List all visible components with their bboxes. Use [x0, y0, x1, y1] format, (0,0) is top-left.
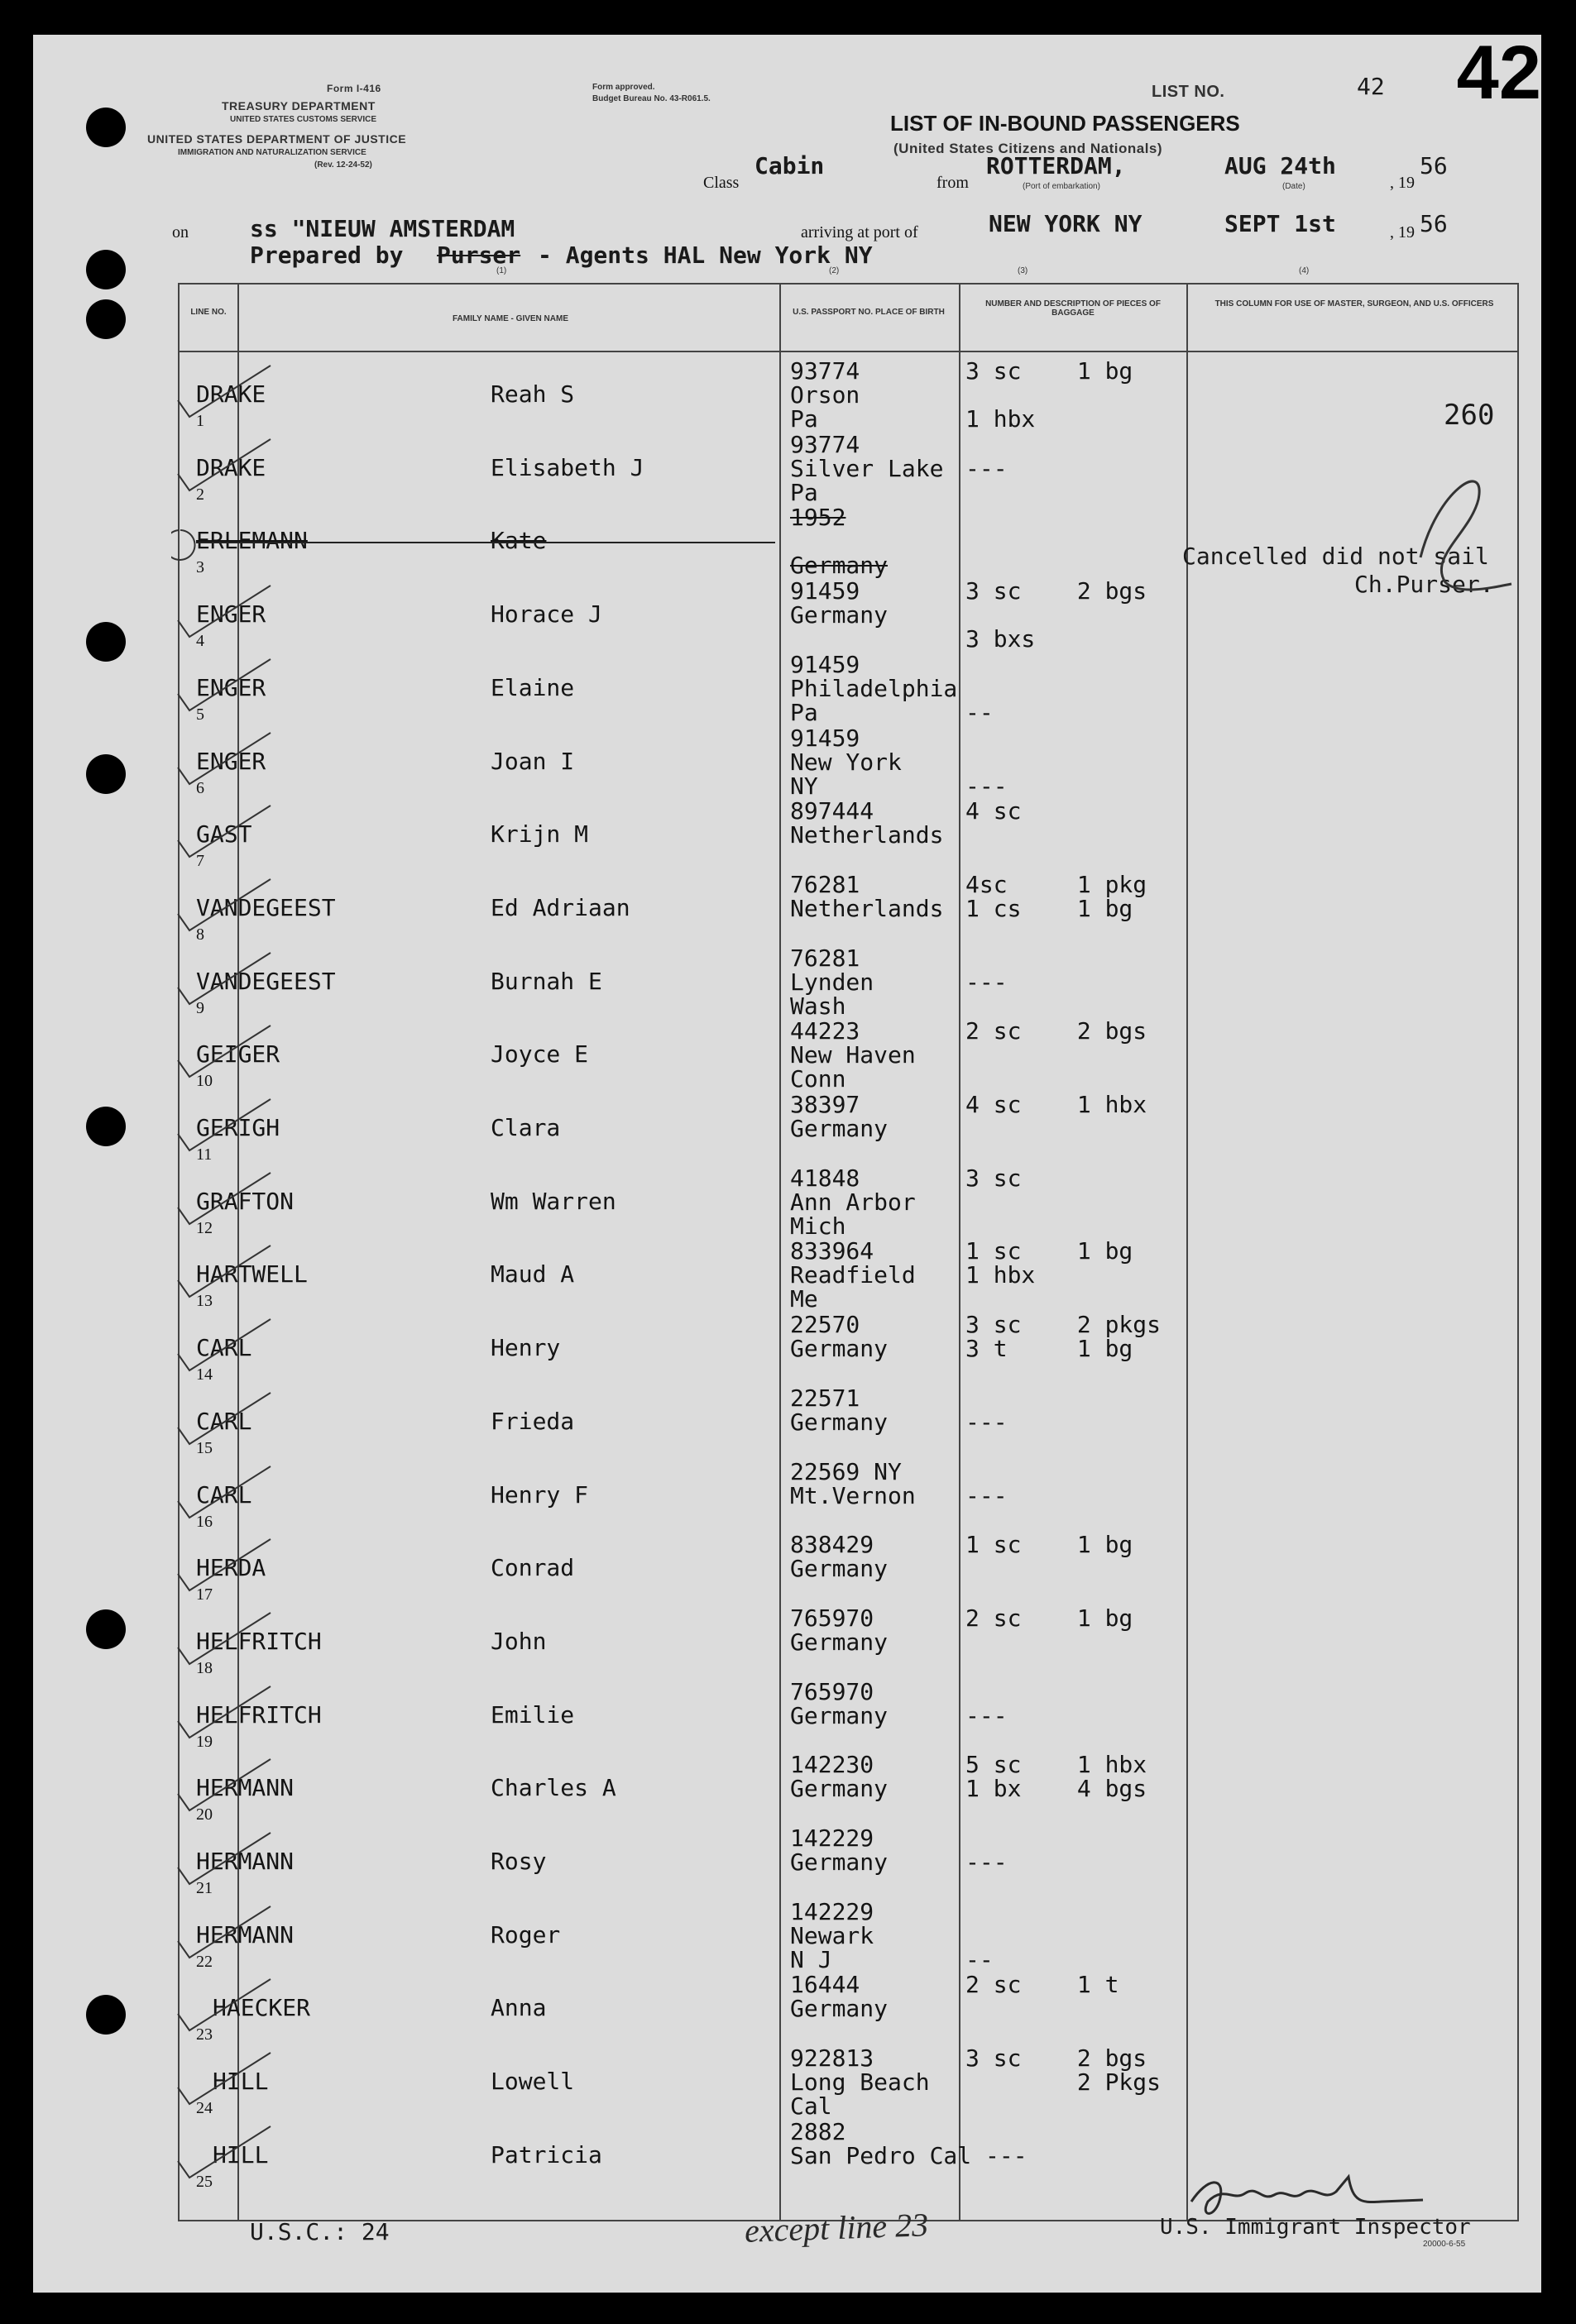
given-name: Burnah E: [491, 967, 602, 995]
passport-line: 91459: [790, 650, 860, 678]
check-mark: [171, 1231, 304, 1313]
baggage-line: 2 sc 2 bgs: [965, 1017, 1147, 1045]
given-name: Elaine: [491, 673, 575, 701]
baggage-line: 2 Pkgs: [965, 2068, 1162, 2097]
family-name: HELFRITCH: [196, 1627, 322, 1655]
passport-line: 142229: [790, 1824, 874, 1852]
given-name: Anna: [491, 1994, 547, 2022]
given-name: Rosy: [491, 1848, 547, 1875]
line-number: 14: [196, 1365, 213, 1384]
family-name: DRAKE: [196, 453, 266, 481]
check-mark: [171, 864, 304, 947]
punch-hole: [86, 1107, 126, 1146]
passport-line: Germany: [790, 1701, 889, 1729]
family-name: ENGER: [196, 747, 266, 775]
family-name: ERLEMANN: [196, 527, 308, 555]
line-number: 5: [196, 705, 204, 724]
check-mark: [171, 1084, 304, 1167]
line-number: 6: [196, 778, 204, 797]
check-mark: [171, 1671, 304, 1754]
passport-line: 142229: [790, 1897, 874, 1925]
punch-hole: [86, 1995, 126, 2035]
passport-line: 38397: [790, 1091, 860, 1118]
check-mark: [171, 1964, 304, 2047]
column-header-line-no: LINE NO.: [190, 308, 227, 317]
passport-line: 22570: [790, 1311, 860, 1339]
check-mark: [171, 1011, 304, 1093]
column-header-officers: THIS COLUMN FOR USE OF MASTER, SURGEON, AND U.S. OFFICERS: [1214, 299, 1494, 308]
baggage-line: --: [965, 698, 994, 726]
passport-line: Cal: [790, 2092, 832, 2121]
baggage-line: 1 sc 1 bg: [965, 1531, 1133, 1559]
passport-line: Long Beach: [790, 2068, 930, 2097]
table-row: [180, 359, 1517, 432]
passport-line: NY: [790, 772, 818, 800]
line-number: 2: [196, 485, 204, 504]
baggage-line: ---: [965, 772, 1008, 800]
given-name: Henry: [491, 1334, 561, 1362]
passport-line: Germany: [790, 1848, 889, 1876]
passport-line: Netherlands: [790, 894, 944, 922]
family-name: HILL: [213, 2068, 269, 2096]
table-row: [180, 870, 1517, 945]
baggage-line: 4 sc 1 hbx: [965, 1091, 1147, 1118]
passport-line: Mt.Vernon: [790, 1481, 916, 1509]
check-mark: [171, 424, 304, 507]
line-number: 22: [196, 1952, 213, 1971]
passport-line: Orson: [790, 381, 860, 409]
check-mark: [171, 1158, 304, 1241]
family-name: HERMANN: [196, 1920, 295, 1949]
check-mark: [171, 497, 304, 580]
line-number: 15: [196, 1438, 213, 1457]
year-label: , 19: [1390, 174, 1415, 192]
family-name: VANDEGEEST: [196, 893, 336, 921]
table-row: [180, 799, 1517, 872]
given-name: Krijn M: [491, 820, 589, 849]
line-number: 16: [196, 1512, 213, 1531]
column-number: (2): [829, 266, 840, 275]
passport-line: Germany: [790, 552, 889, 580]
embarkation-port: ROTTERDAM,: [986, 152, 1126, 179]
table-row: [180, 650, 1517, 726]
table-row: [180, 1973, 1517, 2045]
passport-line: Lynden: [790, 968, 874, 996]
family-name: HERMANN: [196, 1774, 295, 1802]
department-of-justice: UNITED STATES DEPARTMENT OF JUSTICE: [147, 132, 407, 146]
family-name: HELFRITCH: [196, 1700, 322, 1729]
given-name: Ed Adriaan: [491, 893, 630, 921]
baggage-line: --: [965, 1945, 994, 1973]
column-number: (1): [496, 266, 507, 275]
given-name: Reah S: [491, 380, 575, 408]
punch-hole: [86, 622, 126, 662]
arriving-label: arriving at port of: [801, 223, 918, 241]
given-name: Joan I: [491, 747, 575, 775]
passport-line: Pa: [790, 405, 818, 433]
passport-line: 838429: [790, 1531, 874, 1559]
form-print-code: 20000-6-55: [1423, 2240, 1466, 2249]
line-number: 13: [196, 1292, 213, 1311]
family-name: VANDEGEEST: [196, 967, 336, 995]
passport-line: 922813: [790, 2044, 874, 2073]
list-subtitle: (United States Citizens and Nationals): [893, 141, 1163, 156]
check-mark: [171, 1451, 304, 1534]
column-number: (3): [1018, 266, 1028, 275]
table-row: [180, 1606, 1517, 1679]
baggage-line: ---: [965, 454, 1008, 482]
arrival-date: SEPT 1st: [1224, 210, 1336, 237]
passport-line: Silver Lake: [790, 454, 944, 482]
passport-line: Germany: [790, 1115, 889, 1142]
check-mark: [171, 1891, 304, 1974]
inspector-label: U.S. Immigrant Inspector: [1160, 2215, 1471, 2240]
check-mark: [171, 938, 304, 1021]
given-name: Horace J: [491, 600, 602, 629]
baggage-line: 1 hbx: [965, 1261, 1036, 1289]
passport-line: Wash: [790, 992, 846, 1020]
passport-line: 76281: [790, 870, 860, 898]
table-row: [180, 1897, 1517, 1973]
check-mark: [171, 791, 304, 873]
family-name: CARL: [196, 1334, 252, 1362]
check-mark: [171, 571, 304, 653]
baggage-line: ---: [965, 1481, 1008, 1509]
family-name: GAST: [196, 820, 252, 849]
check-mark: [171, 1524, 304, 1607]
table-row: [180, 430, 1517, 506]
corner-list-number: 42: [1456, 31, 1541, 115]
given-name: Henry F: [491, 1480, 589, 1509]
given-name: Lowell: [491, 2068, 575, 2096]
passport-line: N J: [790, 1945, 832, 1973]
line-number: 17: [196, 1585, 213, 1604]
list-no-label: LIST NO.: [1152, 83, 1225, 101]
ship-name: ss "NIEUW AMSTERDAM: [250, 215, 515, 242]
baggage-line: 3 sc 2 pkgs: [965, 1311, 1162, 1339]
line-number: 11: [196, 1145, 213, 1164]
check-mark: [171, 2038, 304, 2121]
form-revision: (Rev. 12-24-52): [314, 160, 372, 170]
given-name: Conrad: [491, 1554, 575, 1582]
given-name: Clara: [491, 1114, 561, 1141]
arrival-port: NEW YORK NY: [989, 210, 1142, 237]
passport-line: Germany: [790, 1628, 889, 1656]
line-number: 8: [196, 925, 204, 944]
table-row: [180, 1313, 1517, 1385]
passport-line: 91459: [790, 724, 860, 752]
passport-line: 93774: [790, 357, 860, 385]
table-row: [180, 1166, 1517, 1239]
line-number: 1: [196, 412, 204, 430]
date-label: (Date): [1282, 182, 1305, 191]
passport-line: Germany: [790, 1775, 889, 1803]
line-number: 19: [196, 1732, 213, 1751]
column-header-baggage: NUMBER AND DESCRIPTION OF PIECES OF BAGGAGE: [985, 299, 1161, 318]
table-row: [180, 1826, 1517, 1899]
passport-line: Germany: [790, 1408, 889, 1436]
table-row: [180, 726, 1517, 799]
table-row: [180, 1457, 1517, 1533]
passport-line: 22571: [790, 1384, 860, 1412]
baggage-line: 4 sc: [965, 797, 1022, 825]
immigration-service: IMMIGRATION AND NATURALIZATION SERVICE: [178, 148, 366, 157]
table-row: [180, 1533, 1517, 1605]
line-number: 24: [196, 2099, 213, 2118]
passport-line: San Pedro Cal ---: [790, 2141, 1028, 2169]
strike-line: [196, 542, 775, 543]
table-row: [180, 946, 1517, 1019]
passenger-table: [178, 283, 1519, 2221]
punch-hole: [86, 108, 126, 147]
given-name: Kate: [491, 527, 547, 555]
customs-service: UNITED STATES CUSTOMS SERVICE: [230, 115, 377, 124]
line-number: 20: [196, 1805, 213, 1824]
line-number: 21: [196, 1879, 213, 1897]
given-name: Charles A: [491, 1774, 616, 1802]
passport-line: New Haven: [790, 1041, 916, 1069]
table-row: [180, 1386, 1517, 1459]
table-row: [180, 1753, 1517, 1825]
passport-line: 833964: [790, 1237, 874, 1265]
passport-line: Germany: [790, 1555, 889, 1583]
given-name: Frieda: [491, 1407, 575, 1435]
baggage-line: 3 sc 1 bg: [965, 357, 1133, 385]
line-number: 4: [196, 632, 204, 651]
family-name: DRAKE: [196, 380, 266, 408]
passport-line: 897444: [790, 797, 874, 825]
line-number: 9: [196, 998, 204, 1017]
passport-line: 765970: [790, 1677, 874, 1705]
passport-line: New York: [790, 748, 902, 776]
prepared-by-agents: - Agents HAL New York NY: [538, 241, 873, 269]
column-header-passport: U.S. PASSPORT NO. PLACE OF BIRTH: [793, 308, 945, 317]
baggage-line: 3 sc: [965, 1164, 1022, 1192]
form-approved: Form approved.: [592, 83, 655, 92]
family-name: GRAFTON: [196, 1187, 295, 1215]
column-header-name: FAMILY NAME - GIVEN NAME: [452, 314, 568, 323]
given-name: Roger: [491, 1920, 561, 1949]
given-name: Joyce E: [491, 1040, 589, 1069]
check-mark: [171, 1304, 304, 1387]
line-number: 3: [196, 558, 204, 577]
table-row: [180, 2046, 1517, 2119]
line-number: 23: [196, 2025, 213, 2044]
passport-line: Ann Arbor: [790, 1188, 916, 1216]
line-number: 12: [196, 1218, 213, 1237]
column-number: (4): [1299, 266, 1310, 275]
passport-line: Pa: [790, 478, 818, 506]
family-name: HAECKER: [213, 1994, 311, 2022]
passport-line: Readfield: [790, 1261, 916, 1289]
family-name: HERMANN: [196, 1848, 295, 1875]
cancelled-note: Cancelled did not sail: [1182, 543, 1489, 570]
year-value: 56: [1420, 152, 1448, 179]
given-name: Patricia: [491, 2140, 602, 2169]
usc-count: U.S.C.: 24: [250, 2218, 390, 2245]
check-mark: [171, 1378, 304, 1461]
baggage-line: 1 bx 4 bgs: [965, 1775, 1147, 1803]
check-mark: [171, 644, 304, 727]
passport-line: 1952: [790, 504, 846, 532]
punch-hole: [86, 299, 126, 339]
from-label: from: [936, 174, 969, 192]
except-note: except line 23: [744, 2206, 929, 2250]
check-mark: [171, 1744, 304, 1827]
passport-line: 22569 NY: [790, 1457, 902, 1485]
check-mark: [171, 1818, 304, 1901]
class-label: Class: [703, 174, 740, 192]
family-name: ENGER: [196, 673, 266, 701]
baggage-line: 1 sc 1 bg: [965, 1237, 1133, 1265]
prepared-by-struck: Purser: [437, 241, 521, 269]
baggage-line: ---: [965, 1408, 1008, 1436]
line-number: 25: [196, 2172, 213, 2191]
passport-line: Mich: [790, 1212, 846, 1240]
passport-line: 142230: [790, 1751, 874, 1779]
check-mark: [171, 2111, 304, 2194]
on-label: on: [172, 223, 189, 241]
purser-note: Ch.Purser.: [1354, 571, 1494, 598]
baggage-line: 4sc 1 pkg: [965, 870, 1147, 898]
punch-hole: [86, 250, 126, 289]
baggage-line: 1 cs 1 bg: [965, 894, 1133, 922]
inspector-signature: [1183, 2169, 1431, 2226]
passport-line: Me: [790, 1285, 818, 1313]
embarkation-date: AUG 24th: [1224, 152, 1336, 179]
port-embarkation-label: (Port of embarkation): [1023, 182, 1100, 191]
table-row: [180, 1093, 1517, 1165]
check-mark: [171, 1598, 304, 1681]
baggage-line: 3 bxs: [965, 625, 1036, 653]
passport-line: 16444: [790, 1971, 860, 1999]
officer-number: 260: [1444, 399, 1495, 432]
baggage-line: 1 hbx: [965, 405, 1036, 433]
given-name: Elisabeth J: [491, 453, 644, 481]
passport-line: Netherlands: [790, 821, 944, 849]
line-number: 7: [196, 852, 204, 871]
baggage-line: ---: [965, 1701, 1008, 1729]
passport-line: 91459: [790, 577, 860, 605]
passport-line: Germany: [790, 1995, 889, 2023]
baggage-line: 3 sc 2 bgs: [965, 2044, 1147, 2073]
passport-line: Germany: [790, 601, 889, 629]
family-name: ENGER: [196, 600, 266, 629]
family-name: HILL: [213, 2140, 269, 2169]
passport-line: Pa: [790, 698, 818, 726]
passport-line: 76281: [790, 944, 860, 972]
family-name: CARL: [196, 1480, 252, 1509]
passport-line: 93774: [790, 430, 860, 458]
check-mark: [171, 718, 304, 801]
check-mark: [171, 351, 304, 433]
passport-line: Newark: [790, 1921, 874, 1949]
line-number: 10: [196, 1072, 213, 1091]
passport-line: Germany: [790, 1335, 889, 1363]
year-value: 56: [1420, 210, 1448, 237]
line-number: 18: [196, 1658, 213, 1677]
given-name: Maud A: [491, 1260, 575, 1289]
year-label: , 19: [1390, 223, 1415, 241]
punch-hole: [86, 1609, 126, 1649]
given-name: Emilie: [491, 1700, 575, 1729]
list-title: LIST OF IN-BOUND PASSENGERS: [890, 111, 1240, 136]
baggage-line: 5 sc 1 hbx: [965, 1751, 1147, 1779]
given-name: John: [491, 1627, 547, 1655]
baggage-line: 3 sc 2 bgs: [965, 577, 1147, 605]
baggage-line: 2 sc 1 bg: [965, 1604, 1133, 1632]
budget-bureau: Budget Bureau No. 43-R061.5.: [592, 94, 711, 103]
passport-line: 44223: [790, 1017, 860, 1045]
prepared-by: Prepared by: [250, 241, 404, 269]
passport-line: Conn: [790, 1065, 846, 1093]
family-name: HERDA: [196, 1554, 266, 1582]
passport-line: 2882: [790, 2117, 846, 2145]
baggage-line: 2 sc 1 t: [965, 1971, 1119, 1999]
table-row: [180, 1019, 1517, 1092]
baggage-line: 3 t 1 bg: [965, 1335, 1133, 1363]
table-row: [180, 1677, 1517, 1753]
family-name: GEIGER: [196, 1040, 280, 1069]
list-no-value: 42: [1357, 73, 1385, 100]
treasury-department: TREASURY DEPARTMENT: [222, 99, 376, 112]
family-name: CARL: [196, 1407, 252, 1435]
document-page: [33, 31, 1541, 2293]
given-name: Wm Warren: [491, 1187, 616, 1215]
table-row: [180, 1239, 1517, 1312]
form-number: Form I-416: [327, 83, 381, 94]
family-name: GERIGH: [196, 1114, 280, 1141]
family-name: HARTWELL: [196, 1260, 308, 1289]
class-value: Cabin: [754, 152, 825, 179]
baggage-line: ---: [965, 1848, 1008, 1876]
baggage-line: ---: [965, 968, 1008, 996]
table-row: [180, 579, 1517, 652]
passport-line: Philadelphia: [790, 674, 958, 702]
punch-hole: [86, 754, 126, 794]
passport-line: 765970: [790, 1604, 874, 1632]
passport-line: 41848: [790, 1164, 860, 1192]
